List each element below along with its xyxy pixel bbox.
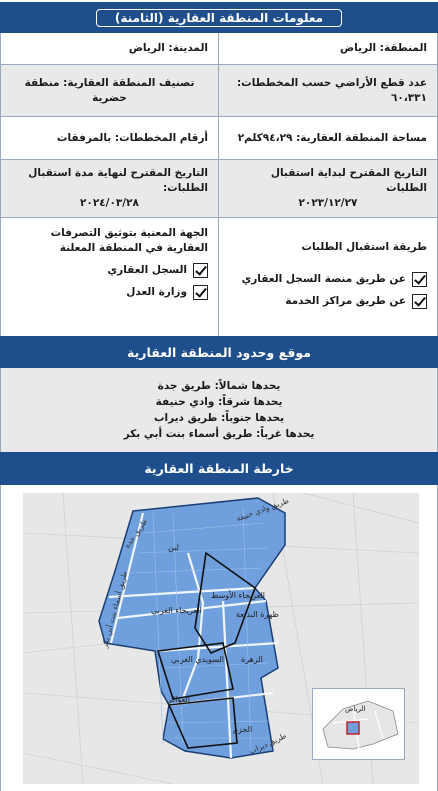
locator-map bbox=[313, 689, 406, 761]
page-title: معلومات المنطقة العقارية (الثامنة) bbox=[96, 9, 342, 27]
info-row bbox=[1, 65, 437, 117]
region-cell: المنطقة: الرياض bbox=[340, 42, 427, 54]
end-date-value: ٢٠٢٤/٠٣/٢٨ bbox=[80, 197, 139, 209]
authorities-label: الجهة المعنية بتوثيق التصرفات العقارية في المنطقة المعلنة bbox=[50, 227, 208, 254]
district-label: ظهرة البديعة bbox=[236, 610, 279, 619]
end-date-label: التاريخ المقترح لنهاية مدة استقبال الطلبات: bbox=[28, 167, 208, 194]
map-title-bar bbox=[0, 452, 438, 485]
area-map bbox=[23, 493, 419, 784]
bounds-title-bar bbox=[0, 336, 438, 368]
end-date-cell bbox=[1, 160, 219, 217]
checkbox-icon bbox=[412, 294, 427, 309]
area-cell: مساحة المنطقة العقارية: ٩٤،٢٩كلم٢ bbox=[237, 131, 427, 144]
map-title: خارطة المنطقة العقارية bbox=[144, 461, 294, 476]
city-cell: المدينة: الرياض bbox=[1, 33, 219, 64]
road-label: طريق ديراب bbox=[247, 731, 288, 756]
info-grid bbox=[0, 33, 438, 338]
bounds-list bbox=[0, 368, 438, 452]
method-option-label: عن طريق مراكز الخدمة bbox=[285, 295, 406, 307]
authority-option-justice bbox=[11, 285, 208, 300]
authorities-cell bbox=[1, 218, 219, 337]
authority-option-label: وزارة العدل bbox=[126, 286, 187, 298]
info-row bbox=[1, 117, 437, 160]
bound-west: يحدها غرباً: طريق أسماء بنت أبي بكر bbox=[123, 428, 315, 440]
district-label: العريجاء الأوسط bbox=[211, 591, 266, 600]
bound-east: يحدها شرقاً: وادي حنيفة bbox=[155, 396, 283, 408]
checkbox-icon bbox=[412, 272, 427, 287]
district-label: السويدي الغربي bbox=[171, 655, 224, 664]
bound-north: يحدها شمالاً: طريق جدة bbox=[157, 380, 281, 392]
road-label: طريق أسماء بنت أبي بكر bbox=[99, 570, 130, 649]
bound-south: يحدها جنوباً: طريق ديراب bbox=[153, 412, 285, 424]
start-date-label: التاريخ المقترح لبداية استقبال الطلبات bbox=[270, 167, 427, 194]
inset-label: الرياض bbox=[345, 705, 366, 713]
road-label: طريق وادي حنيفة bbox=[235, 495, 291, 524]
road-label: طريق جدة bbox=[122, 517, 149, 550]
authority-option-label: السجل العقاري bbox=[107, 264, 187, 276]
parcels-label: عدد قطع الأراضي حسب المخططات: bbox=[236, 76, 427, 89]
info-row bbox=[1, 33, 437, 65]
bounds-title: موقع وحدود المنطقة العقارية bbox=[127, 344, 311, 360]
district-label: العوالي bbox=[166, 695, 190, 704]
methods-cell bbox=[219, 218, 437, 337]
map-section bbox=[0, 485, 438, 791]
district-label: العريجاء الغربي bbox=[151, 606, 202, 615]
method-option-centers bbox=[229, 294, 427, 309]
start-date-value: ٢٠٢٣/١٢/٢٧ bbox=[298, 197, 358, 209]
parcels-cell bbox=[219, 65, 437, 116]
checkbox-icon bbox=[193, 263, 208, 278]
start-date-cell bbox=[219, 160, 437, 217]
method-option-platform bbox=[229, 272, 427, 287]
methods-label: طريقة استقبال الطلبات bbox=[301, 241, 427, 253]
checkbox-icon bbox=[193, 285, 208, 300]
locator-inset bbox=[312, 688, 405, 760]
info-row bbox=[1, 218, 437, 338]
district-label: الحزم bbox=[233, 725, 253, 734]
district-label: الزهرة bbox=[241, 655, 263, 664]
classification-value: تصنيف المنطقة العقارية: منطقة حضرية bbox=[24, 76, 195, 104]
header-bar bbox=[0, 2, 438, 33]
method-option-label: عن طريق منصة السجل العقاري bbox=[241, 273, 406, 285]
authority-option-registry bbox=[11, 263, 208, 278]
plan-numbers-cell: أرقام المخططات: بالمرفقات bbox=[1, 117, 219, 159]
classification-cell bbox=[1, 65, 219, 116]
locator-highlight bbox=[347, 722, 359, 734]
district-label: لبن bbox=[168, 543, 179, 552]
parcels-value: ٦٠،٣٣١ bbox=[390, 91, 427, 104]
info-row bbox=[1, 160, 437, 218]
